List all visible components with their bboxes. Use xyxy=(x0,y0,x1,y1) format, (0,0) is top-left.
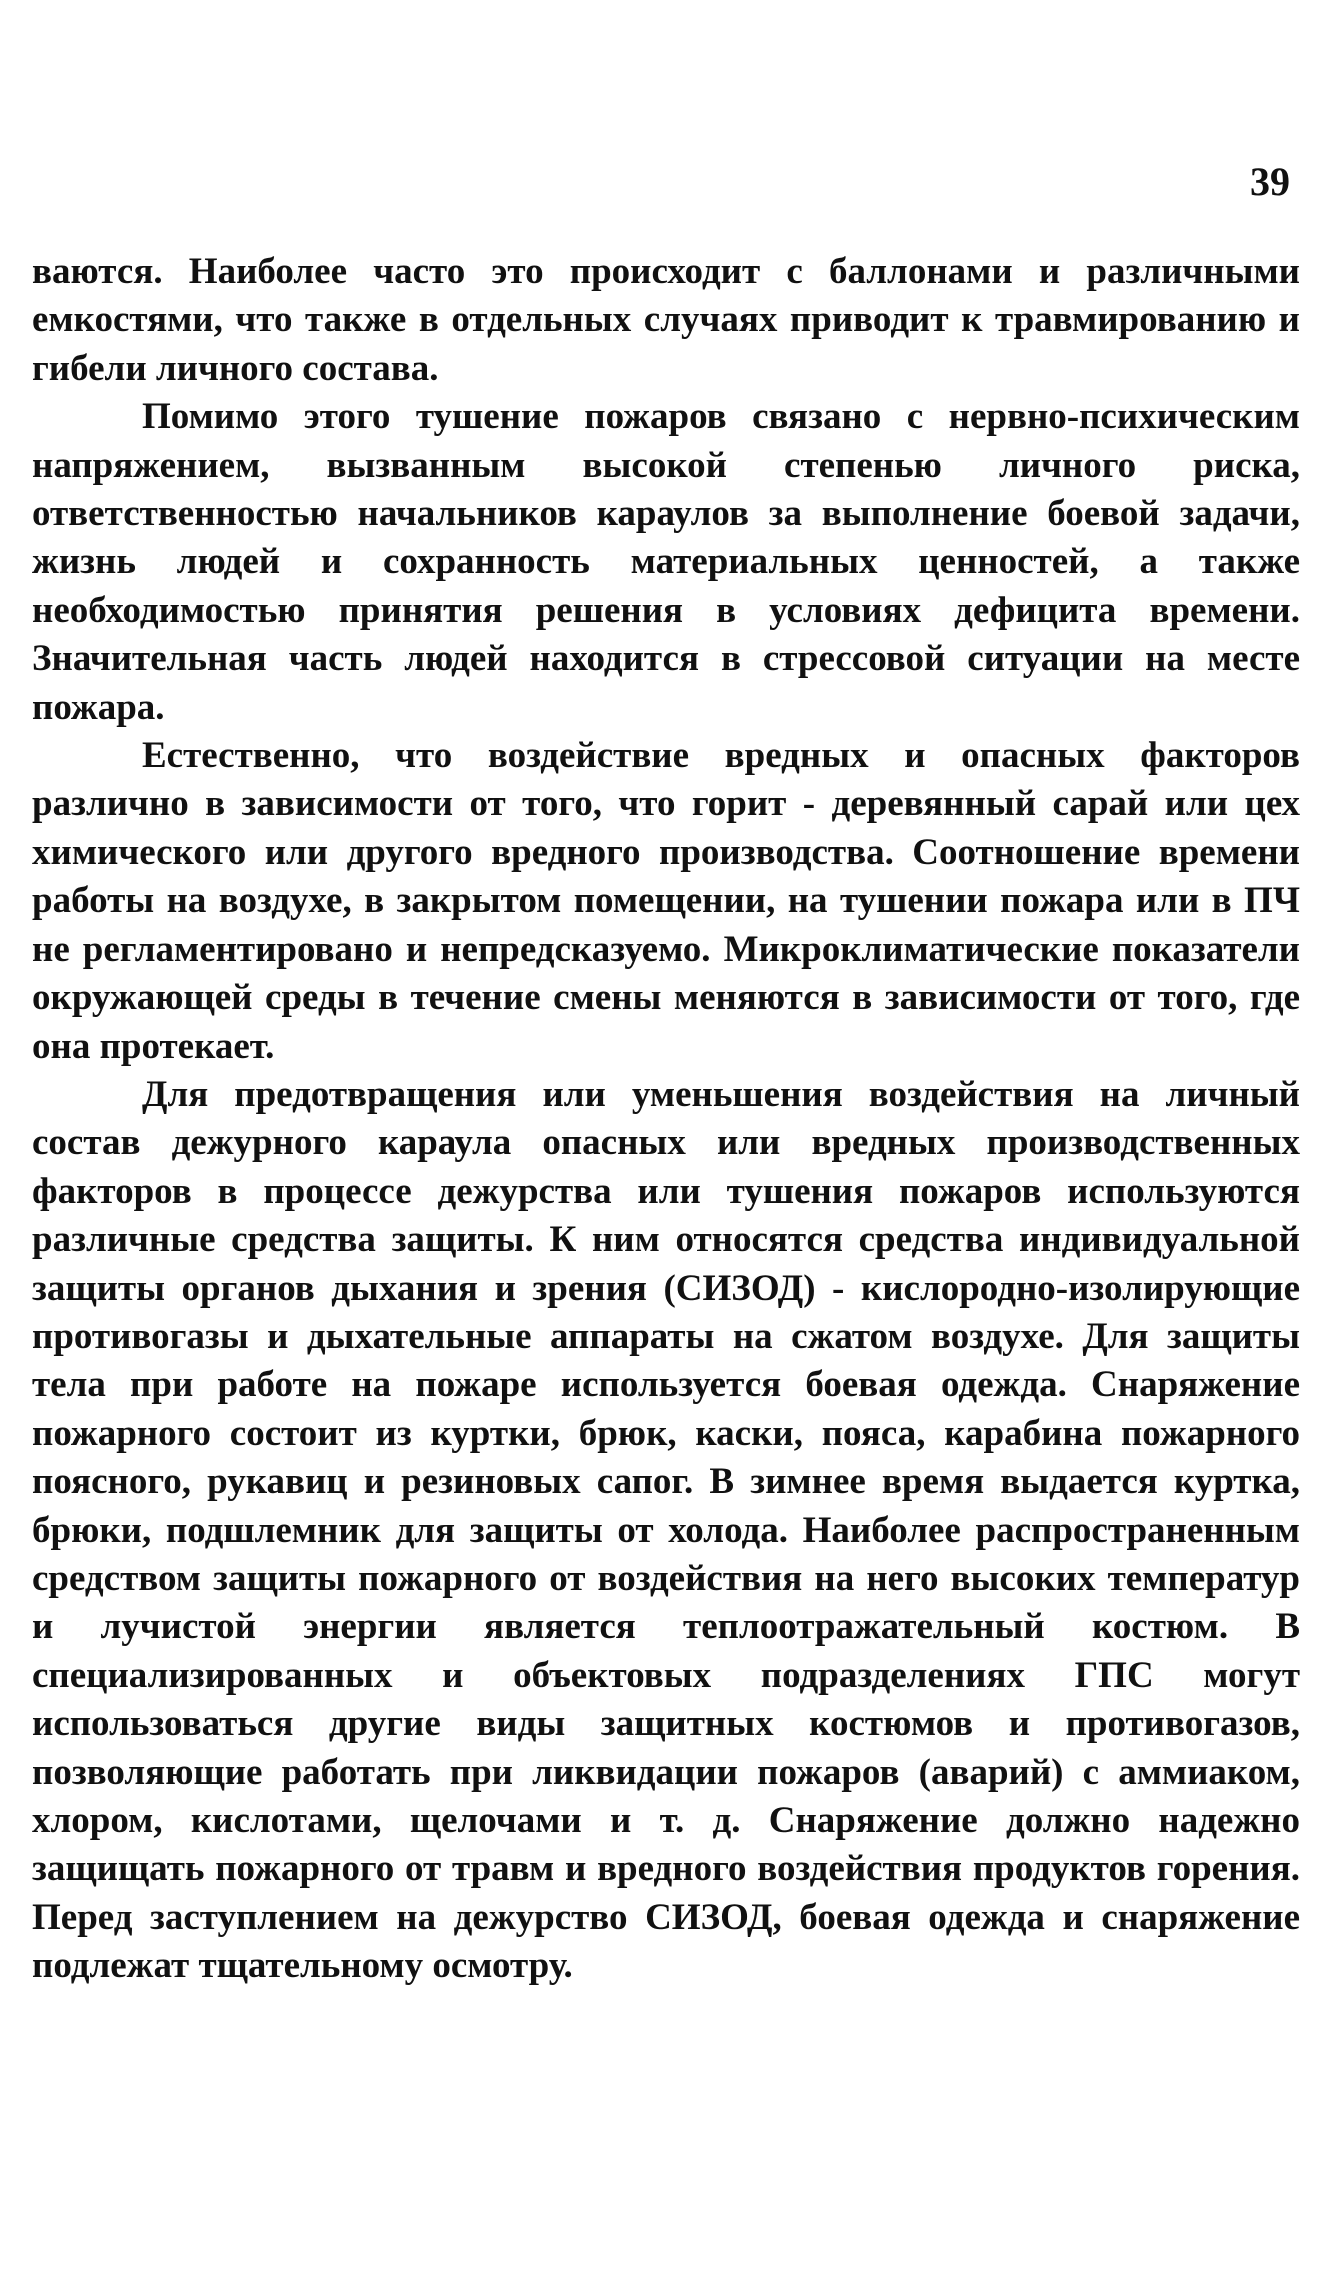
body-text xyxy=(32,248,1300,1991)
paragraph-psychological-stress: Помимо этого тушение пожаров связано с нервно-психическим напряжением, вызванным высокой степенью личного риска, ответственностью начальников караулов за выполнение боевой задачи, жизнь людей и сохранность материальных ценностей, а также необходимостью принятия решения в условиях дефицита времени. Значительная часть людей находится в стрессовой ситуации на месте пожара. xyxy=(32,396,1300,728)
paragraph-continuation: ваются. Наиболее часто это происходит с баллонами и различными емкостями, что также в отдельных случаях приводит к травмированию и гибели личного состава. xyxy=(32,251,1300,389)
paragraph-hazard-factors: Естественно, что воздействие вредных и опасных факторов различно в зависимости от того, что горит - деревянный сарай или цех химического или другого вредного производства. Соотношение времени работы на воздухе, в закрытом помещении, на тушении пожара или в ПЧ не регламентировано и непредсказуемо. Микроклиматические показатели окружающей среды в течение смены меняются в зависимости от того, где она протекает. xyxy=(32,735,1300,1067)
page-number: 39 xyxy=(1250,159,1290,204)
paragraph-protective-equipment: Для предотвращения или уменьшения воздействия на личный состав дежурного караула опасных или вредных производственных факторов в процессе дежурства или тушения пожаров используются различные средства защиты. К ним относятся средства индивидуальной защиты органов дыхания и зрения (СИЗОД) - кислородно-изолирующие противогазы и дыхательные аппараты на сжатом воздухе. Для защиты тела при работе на пожаре используется боевая одежда. Снаряжение пожарного состоит из куртки, брюк, каски, пояса, карабина пожарного поясного, рукавиц и резиновых сапог. В зимнее время выдается куртка, брюки, подшлемник для защиты от холода. Наиболее распространенным средством защиты пожарного от воздействия на него высоких температур и лучистой энергии является теплоотражательный костюм. В специализированных и объектовых подразделениях ГПС могут использоваться другие виды защитных костюмов и противогазов, позволяющие работать при ликвидации пожаров (аварий) с аммиаком, хлором, кислотами, щелочами и т. д. Снаряжение должно надежно защищать пожарного от травм и вредного воздействия продуктов горения. Перед заступлением на дежурство СИЗОД, боевая одежда и снаряжение подлежат тщательному осмотру. xyxy=(32,1073,1300,1987)
